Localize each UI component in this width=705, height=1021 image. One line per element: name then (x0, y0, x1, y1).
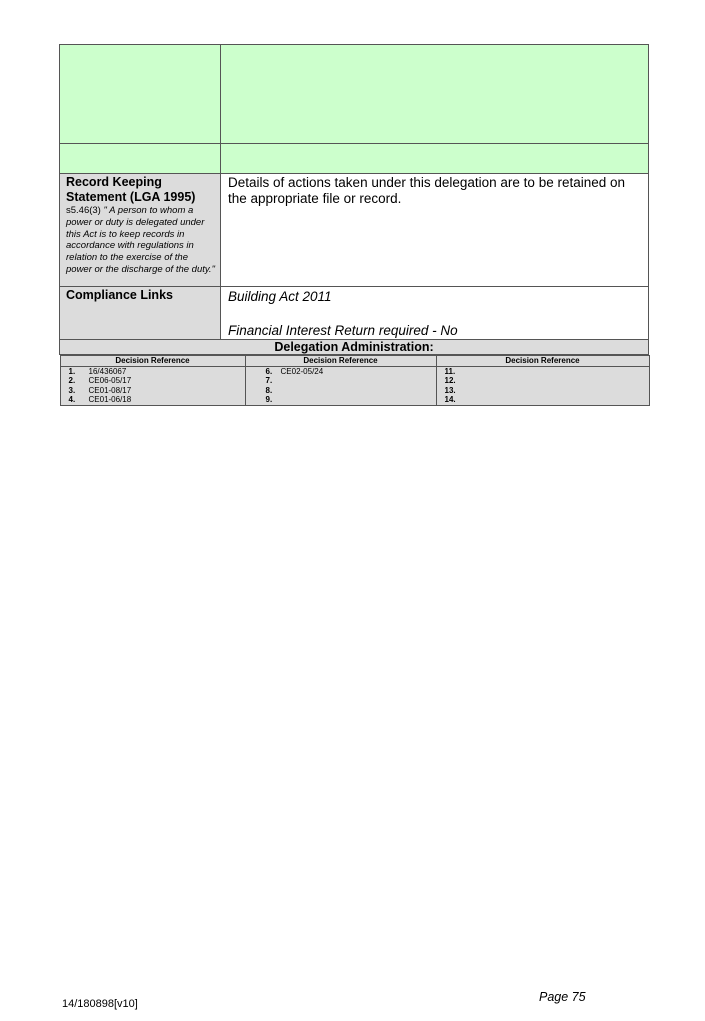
record-keeping-ref: s5.46(3) (66, 205, 101, 216)
entry-number: 12. (444, 376, 456, 385)
decision-entry (246, 386, 436, 396)
decision-column-1 (60, 366, 245, 405)
blank-row-1 (60, 45, 649, 144)
entry-number: 1. (68, 366, 76, 376)
admin-subtable-cell (60, 355, 649, 406)
decision-reference-table (60, 355, 650, 406)
record-keeping-row (60, 174, 649, 287)
decision-body-row (60, 366, 649, 405)
blank-cell (221, 45, 649, 144)
decision-entry (437, 386, 649, 396)
blank-cell (221, 144, 649, 174)
decision-entry (437, 395, 649, 405)
compliance-row (60, 287, 649, 340)
record-keeping-details: Details of actions taken under this delegation are to be retained on the appropriate file or record. (228, 175, 626, 206)
entry-ref: CE01-06/18 (88, 395, 132, 404)
page-number: Page 75 (539, 990, 586, 1004)
entry-ref: 16/436067 (88, 366, 127, 376)
compliance-line-1: Building Act 2011 (228, 289, 332, 304)
decision-entry (61, 386, 245, 396)
decision-header-row (60, 356, 649, 367)
decision-reference-header: Decision Reference (245, 356, 436, 367)
entry-number: 8. (265, 385, 273, 395)
decision-reference-header: Decision Reference (60, 356, 245, 367)
decision-entry (61, 395, 245, 405)
entry-number: 7. (265, 376, 273, 385)
compliance-line-2: Financial Interest Return required - No (228, 323, 458, 338)
entry-number: 6. (265, 366, 273, 376)
blank-cell (60, 45, 221, 144)
entry-number: 4. (68, 395, 76, 404)
decision-entry (61, 376, 245, 386)
entry-number: 14. (444, 395, 456, 404)
entry-number: 9. (265, 395, 273, 404)
record-keeping-quote (60, 205, 220, 276)
record-keeping-label-cell (60, 174, 221, 287)
record-keeping-label: Record Keeping Statement (LGA 1995) (66, 175, 196, 204)
decision-entry (437, 367, 649, 377)
compliance-label-cell (60, 287, 221, 340)
entry-ref: CE02-05/24 (280, 366, 324, 376)
blank-row-2 (60, 144, 649, 174)
entry-number: 3. (68, 385, 76, 395)
decision-entry (246, 376, 436, 386)
decision-reference-header: Decision Reference (436, 356, 649, 367)
entry-ref: CE01-08/17 (88, 385, 132, 395)
decision-column-2 (245, 366, 436, 405)
admin-subtable-row (60, 355, 649, 406)
admin-heading: Delegation Administration: (60, 340, 649, 355)
compliance-label: Compliance Links (66, 288, 173, 302)
record-keeping-details-cell (221, 174, 649, 287)
decision-entry (246, 367, 436, 377)
admin-heading-row (60, 340, 649, 355)
entry-number: 13. (444, 385, 456, 395)
compliance-content-cell (221, 287, 649, 340)
decision-column-3 (436, 366, 649, 405)
decision-entry (437, 376, 649, 386)
document-reference: 14/180898[v10] (62, 998, 138, 1010)
entry-number: 2. (68, 376, 76, 385)
blank-cell (60, 144, 221, 174)
decision-entry (61, 367, 245, 377)
delegation-table (59, 44, 649, 406)
entry-number: 11. (444, 366, 456, 376)
decision-entry (246, 395, 436, 405)
entry-ref: CE06-05/17 (88, 376, 132, 385)
record-keeping-quote-text: " A person to whom a power or duty is delegated under this Act is to keep records in accordance with regulations in relation to the exercise of the power or the discharge of the duty." (66, 205, 215, 275)
